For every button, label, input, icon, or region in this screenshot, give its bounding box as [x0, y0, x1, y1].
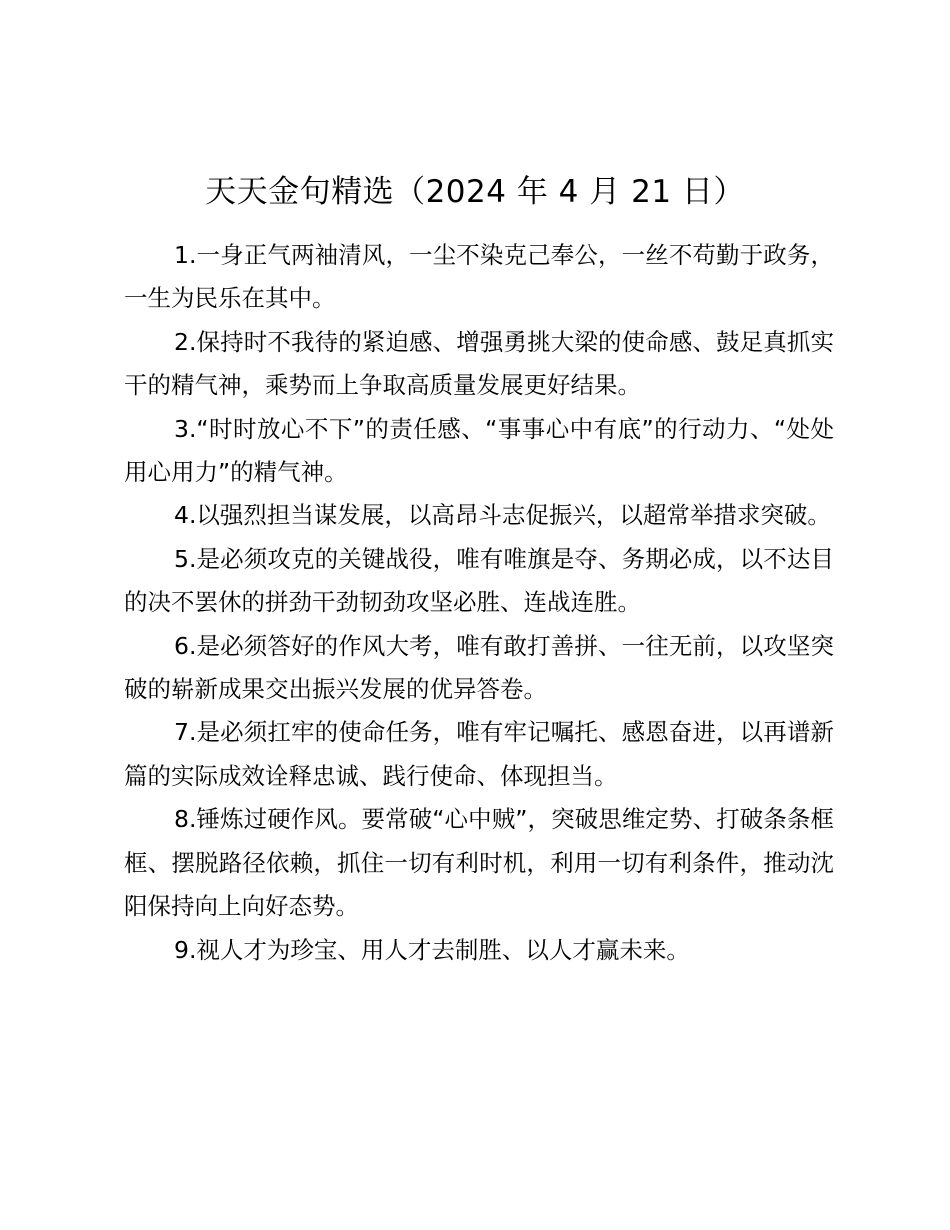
- quote-item-3: 3.“时时放心不下”的责任感、“事事心中有底”的行动力、“处处用心用力”的精气神。: [124, 414, 834, 487]
- quote-item-6: 6.是必须答好的作风大考，唯有敢打善拼、一往无前，以攻坚突破的崭新成果交出振兴发展的优异答卷。: [124, 631, 834, 704]
- document-body: [124, 234, 834, 972]
- quote-item-5: 5.是必须攻克的关键战役，唯有唯旗是夺、务期必成，以不达目的决不罢休的拼劲干劲韧劲攻坚必胜、连战连胜。: [124, 544, 834, 617]
- quote-item-7: 7.是必须扛牢的使命任务，唯有牢记嘱托、感恩奋进，以再谱新篇的实际成效诠释忠诚、践行使命、体现担当。: [124, 718, 834, 790]
- quote-item-4: 4.以强烈担当谋发展，以高昂斗志促振兴，以超常举措求突破。: [174, 501, 831, 530]
- quote-item-2: 2.保持时不我待的紧迫感、增强勇挑大梁的使命感、鼓足真抓实干的精气神，乘势而上争取高质量发展更好结果。: [124, 327, 834, 400]
- quote-item-8: 8.锤炼过硬作风。要常破“心中贼”，突破思维定势、打破条条框框、摆脱路径依赖，抓住一切有利时机，利用一切有利条件，推动沈阳保持向上向好态势。: [124, 805, 834, 921]
- quote-item-1: 1.一身正气两袖清风，一尘不染克己奉公，一丝不苟勤于政务，一生为民乐在其中。: [124, 241, 834, 313]
- quote-item-9: 9.视人才为珍宝、用人才去制胜、以人才赢未来。: [174, 935, 690, 964]
- document-title: 天天金句精选（2024 年 4 月 21 日）: [205, 174, 745, 210]
